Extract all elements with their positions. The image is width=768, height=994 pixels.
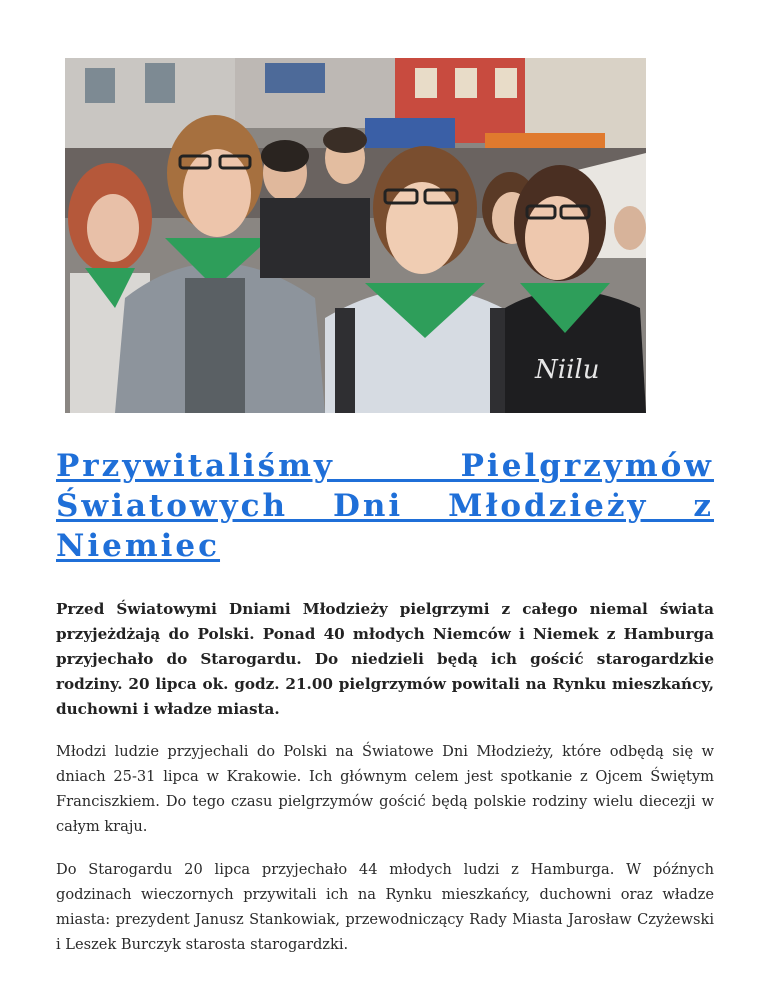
article-paragraph-1: Młodzi ludzie przyjechali do Polski na Światowe Dni Młodzieży, które odbędą się w dniach 25-31 lipca w Krakowie. Ich głównym celem jest spotkanie z Ojcem Świętym Franciszkiem. Do tego czasu pielgrzymów gościć będą polskie rodziny wielu diecezji w całym kraju. xyxy=(56,743,714,835)
article-photo xyxy=(65,58,646,413)
svg-text:Niilu: Niilu xyxy=(535,355,600,385)
article-title-link[interactable]: Przywitaliśmy Pielgrzymów Światowych Dni Młodzieży z Niemiec xyxy=(56,448,714,564)
article-lead: Przed Światowymi Dniami Młodzieży pielgrzymi z całego niemal świata przyjeżdżają do Polski. Ponad 40 młodych Niemców i Niemek z Hamburga przyjechało do Starogardu. Do niedzieli będą ich gościć starogardzkie rodziny. 20 lipca ok. godz. 21.00 pielgrzymów powitali na Rynku mieszkańcy, duchowni i władze miasta. xyxy=(56,600,714,718)
article-title xyxy=(56,446,714,566)
article-paragraph-2: Do Starogardu 20 lipca przyjechało 44 młodych ludzi z Hamburga. W późnych godzinach wieczornych przywitali ich na Rynku mieszkańcy, duchowni oraz władze miasta: prezydent Janusz Stankowiak, przewodniczący Rady Miasta Jarosław Czyżewski i Leszek Burczyk starosta starogardzki. xyxy=(56,861,714,953)
